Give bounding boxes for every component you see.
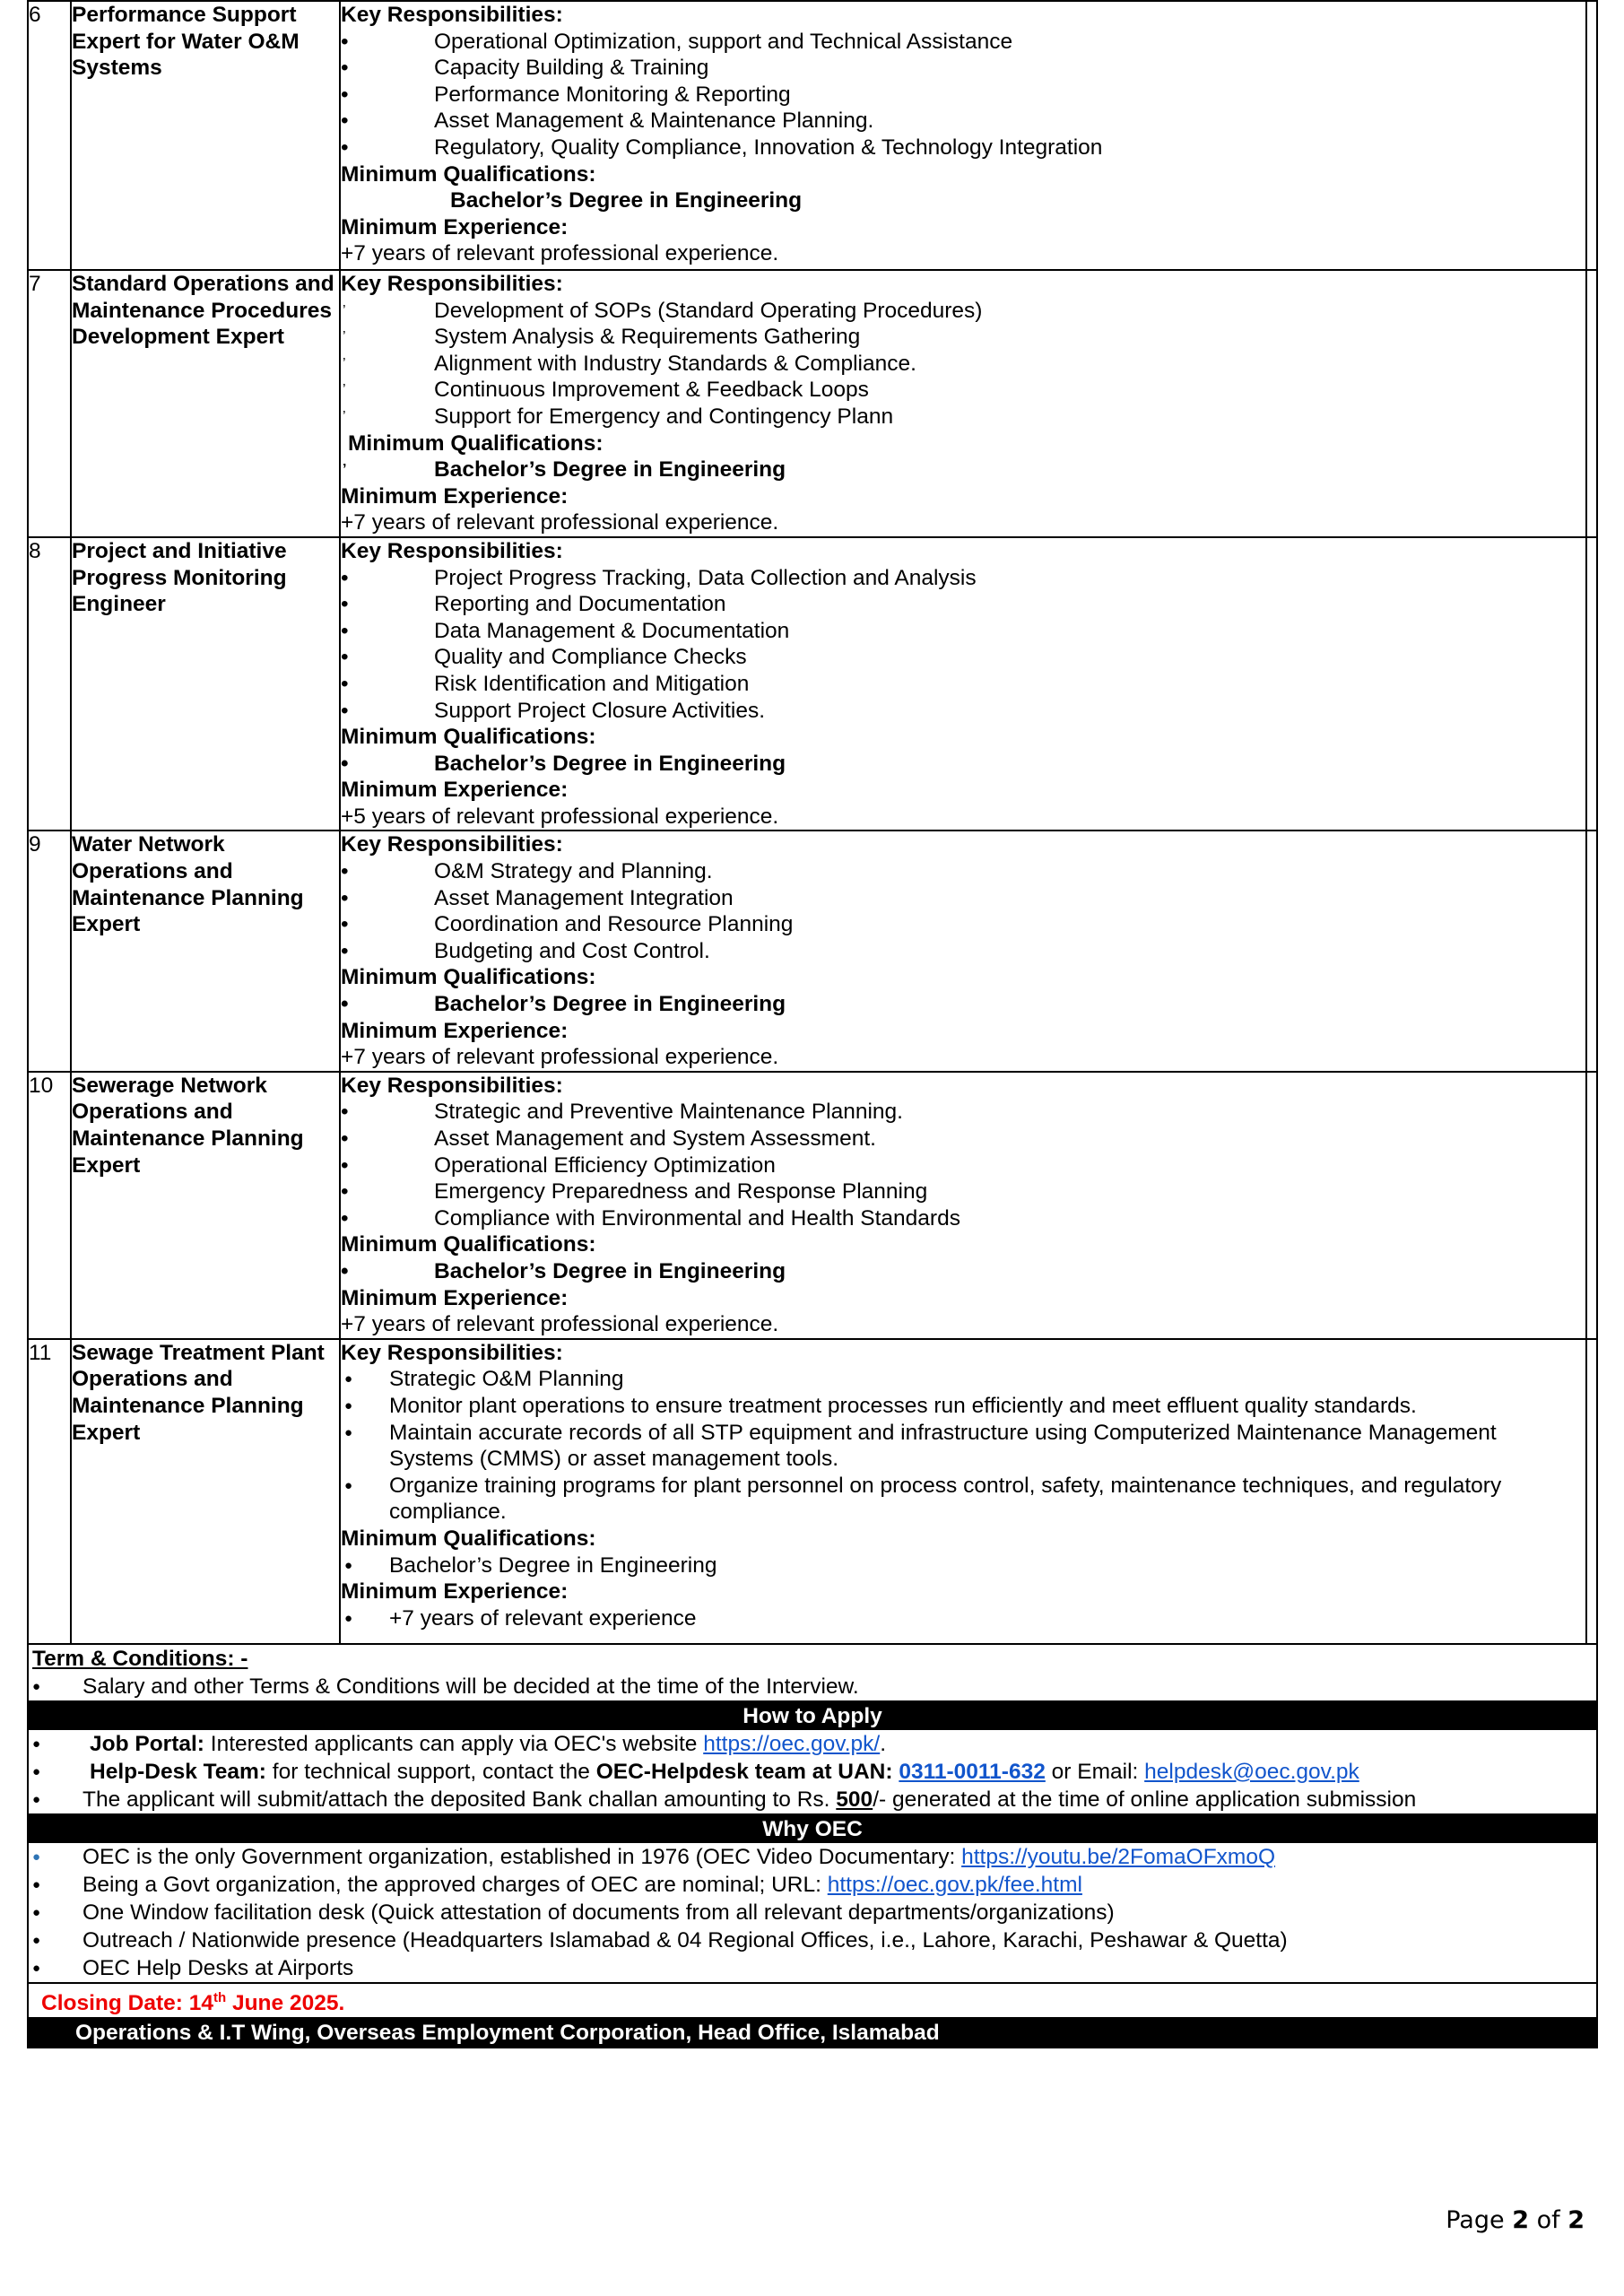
footer-section bbox=[27, 2019, 1598, 2048]
list-item: • Regulatory, Quality Compliance, Innovation & Technology Integration bbox=[341, 135, 1585, 161]
min-qualifications-label: Minimum Qualifications: bbox=[341, 965, 596, 990]
challan-amount: 500 bbox=[836, 1787, 873, 1812]
list-item: ● Job Portal: Interested applicants can apply via OEC's website https://oec.gov.pk/. bbox=[32, 1731, 887, 1756]
why-item-text: Being a Govt organization, the approved charges of OEC are nominal; URL: bbox=[83, 1872, 821, 1897]
helpdesk-label: Help-Desk Team: bbox=[90, 1759, 266, 1784]
bullet-icon: ● bbox=[32, 1876, 41, 1892]
closing-date-suffix: th bbox=[213, 1989, 227, 2005]
page-of: of bbox=[1536, 2206, 1560, 2234]
job-portal-label: Job Portal: bbox=[90, 1731, 204, 1756]
bullet-icon: ● bbox=[32, 1932, 41, 1948]
qualification: • Bachelor’s Degree in Engineering bbox=[341, 1258, 1585, 1285]
list-item: • Project Progress Tracking, Data Collection and Analysis bbox=[341, 565, 1585, 592]
list-item: ● Organize training programs for plant personnel on process control, safety, maintenance techniques, and regulatory compliance. bbox=[341, 1473, 1585, 1526]
why-item-text: Outreach / Nationwide presence (Headquarters Islamabad & 04 Regional Offices, i.e., Lahore, Karachi, Peshawar & Quetta) bbox=[83, 1927, 1288, 1952]
bullet-icon: ● bbox=[32, 1763, 41, 1779]
job-title: Project and Initiative Progress Monitoring Engineer bbox=[71, 537, 340, 831]
bullet-icon: ● bbox=[32, 1848, 41, 1865]
list-item: • Reporting and Documentation bbox=[341, 591, 1585, 618]
list-item: • Operational Optimization, support and Technical Assistance bbox=[341, 29, 1585, 56]
list-item bbox=[29, 1786, 1596, 1813]
job-details bbox=[340, 1072, 1586, 1339]
job-details bbox=[340, 1, 1586, 270]
list-item: • Performance Monitoring & Reporting bbox=[341, 82, 1585, 109]
job-details bbox=[340, 537, 1586, 831]
bullet-icon: ● bbox=[32, 1960, 41, 1976]
list-item: • Capacity Building & Training bbox=[341, 55, 1585, 82]
helpdesk-uan-label: OEC-Helpdesk team at UAN: bbox=[595, 1759, 893, 1784]
closing-section bbox=[27, 1984, 1598, 2019]
job-number: 7 bbox=[28, 270, 71, 537]
experience: +5 years of relevant professional experience. bbox=[341, 804, 779, 829]
key-responsibilities-label: Key Responsibilities: bbox=[341, 1340, 563, 1365]
list-item bbox=[29, 1954, 1596, 1982]
job-title: Sewage Treatment Plant Operations and Maintenance Planning Expert bbox=[71, 1339, 340, 1644]
list-item: ● Strategic O&M Planning bbox=[341, 1366, 1585, 1393]
list-item: ’ Alignment with Industry Standards & Compliance. bbox=[341, 351, 1585, 378]
list-item: • Asset Management & Maintenance Planning. bbox=[341, 108, 1585, 135]
list-item bbox=[29, 1758, 1596, 1786]
helpdesk-email-text: or Email: bbox=[1051, 1759, 1139, 1784]
list-item: ’ Development of SOPs (Standard Operating Procedures) bbox=[341, 298, 1585, 325]
page-current: 2 bbox=[1512, 2206, 1529, 2234]
qualification: • Bachelor’s Degree in Engineering bbox=[341, 991, 1585, 1018]
bullet-icon: ● bbox=[32, 1791, 41, 1807]
job-details bbox=[340, 270, 1586, 537]
oec-website-link[interactable]: https://oec.gov.pk/ bbox=[703, 1731, 881, 1756]
page-number bbox=[1446, 2206, 1585, 2234]
list-item bbox=[29, 1843, 1596, 1871]
list-item bbox=[29, 1899, 1596, 1926]
job-details bbox=[340, 1339, 1586, 1644]
list-item: • Coordination and Resource Planning bbox=[341, 911, 1585, 938]
job-number: 8 bbox=[28, 537, 71, 831]
closing-date bbox=[29, 1984, 1596, 2017]
key-responsibilities-label: Key Responsibilities: bbox=[341, 272, 563, 296]
list-item bbox=[29, 1871, 1596, 1899]
experience: +7 years of relevant professional experience. bbox=[341, 1312, 779, 1337]
key-responsibilities-label: Key Responsibilities: bbox=[341, 832, 563, 857]
list-item: • Strategic and Preventive Maintenance Planning. bbox=[341, 1099, 1585, 1126]
qualification: Bachelor’s Degree in Engineering bbox=[450, 188, 803, 213]
key-responsibilities-label: Key Responsibilities: bbox=[341, 538, 563, 563]
qualification: ’ Bachelor’s Degree in Engineering bbox=[341, 457, 1585, 483]
footer-text: Operations & I.T Wing, Overseas Employment Corporation, Head Office, Islamabad bbox=[29, 2019, 1596, 2047]
min-qualifications-label: Minimum Qualifications: bbox=[341, 1232, 596, 1257]
helpdesk-phone-link[interactable]: 0311-0011-632 bbox=[899, 1759, 1046, 1784]
closing-date-label: Closing Date: 14 bbox=[41, 1990, 213, 2015]
min-experience-label: Minimum Experience: bbox=[341, 1285, 569, 1310]
min-experience-label: Minimum Experience: bbox=[341, 1579, 569, 1605]
job-number: 6 bbox=[28, 1, 71, 270]
job-number: 10 bbox=[28, 1072, 71, 1339]
helpdesk-text: for technical support, contact the bbox=[272, 1759, 590, 1784]
bullet-icon: ● bbox=[32, 1904, 41, 1920]
key-responsibilities-label: Key Responsibilities: bbox=[341, 3, 563, 27]
min-qualifications-label: Minimum Qualifications: bbox=[341, 725, 596, 750]
qualification: ● Bachelor’s Degree in Engineering bbox=[341, 1552, 1585, 1579]
challan-text: The applicant will submit/attach the deposited Bank challan amounting to Rs. bbox=[83, 1787, 830, 1812]
table-row bbox=[28, 1072, 1597, 1339]
list-item: • Budgeting and Cost Control. bbox=[341, 938, 1585, 965]
list-item: ● Maintain accurate records of all STP equipment and infrastructure using Computerized Maintenance Management Systems (CMMS) or asset management tools. bbox=[341, 1420, 1585, 1473]
table-row bbox=[28, 1339, 1597, 1644]
bullet-icon: ● bbox=[32, 1678, 41, 1694]
list-item: • Asset Management Integration bbox=[341, 885, 1585, 912]
experience: +7 years of relevant professional experience. bbox=[341, 241, 779, 266]
why-oec-section bbox=[27, 1815, 1598, 1984]
list-item: • Quality and Compliance Checks bbox=[341, 644, 1585, 671]
job-title: Standard Operations and Maintenance Procedures Development Expert bbox=[71, 270, 340, 537]
why-item-text: OEC is the only Government organization, established in 1976 (OEC Video Documentary: bbox=[83, 1844, 956, 1869]
min-experience-label: Minimum Experience: bbox=[341, 214, 569, 239]
page-label: Page bbox=[1446, 2206, 1505, 2234]
min-experience-label: Minimum Experience: bbox=[341, 483, 569, 509]
jobs-table bbox=[27, 0, 1598, 1645]
list-item: • Operational Efficiency Optimization bbox=[341, 1152, 1585, 1179]
list-item: • Risk Identification and Mitigation bbox=[341, 671, 1585, 698]
min-qualifications-label: Minimum Qualifications: bbox=[341, 161, 596, 187]
page-total: 2 bbox=[1568, 2206, 1585, 2234]
helpdesk-email-link[interactable]: helpdesk@oec.gov.pk bbox=[1144, 1759, 1359, 1784]
list-item: ● Monitor plant operations to ensure treatment processes run efficiently and meet effluent quality standards. bbox=[341, 1393, 1585, 1420]
how-to-apply-heading: How to Apply bbox=[29, 1702, 1596, 1730]
why-item-text: One Window facilitation desk (Quick attestation of documents from all relevant departments/organizations) bbox=[83, 1900, 1115, 1925]
list-item: ’ Support for Emergency and Contingency Plann bbox=[341, 404, 1585, 430]
table-row bbox=[28, 1, 1597, 270]
job-details bbox=[340, 831, 1586, 1071]
list-item: • Data Management & Documentation bbox=[341, 618, 1585, 645]
video-documentary-link[interactable]: https://youtu.be/2FomaOFxmoQ bbox=[961, 1844, 1276, 1869]
list-item: • Compliance with Environmental and Health Standards bbox=[341, 1205, 1585, 1232]
list-item: • O&M Strategy and Planning. bbox=[341, 858, 1585, 885]
list-item: • Support Project Closure Activities. bbox=[341, 698, 1585, 725]
list-item: ’ Continuous Improvement & Feedback Loops bbox=[341, 377, 1585, 404]
why-item-text: OEC Help Desks at Airports bbox=[83, 1955, 354, 1980]
terms-section bbox=[27, 1645, 1598, 1702]
closing-date-rest: June 2025. bbox=[226, 1990, 345, 2015]
experience: ● +7 years of relevant experience bbox=[341, 1605, 1585, 1632]
min-qualifications-label: Minimum Qualifications: bbox=[348, 430, 604, 456]
table-row bbox=[28, 537, 1597, 831]
experience: +7 years of relevant professional experience. bbox=[341, 510, 779, 535]
challan-text-end: /- generated at the time of online application submission bbox=[873, 1787, 1417, 1812]
job-portal-text: Interested applicants can apply via OEC's website bbox=[210, 1731, 698, 1756]
qualification: • Bachelor’s Degree in Engineering bbox=[341, 751, 1585, 778]
job-title: Sewerage Network Operations and Maintenance Planning Expert bbox=[71, 1072, 340, 1339]
min-experience-label: Minimum Experience: bbox=[341, 778, 569, 803]
min-qualifications-label: Minimum Qualifications: bbox=[341, 1526, 596, 1551]
job-title: Performance Support Expert for Water O&M Systems bbox=[71, 1, 340, 270]
list-item bbox=[29, 1673, 1596, 1700]
list-item bbox=[29, 1926, 1596, 1954]
list-item: • Asset Management and System Assessment. bbox=[341, 1126, 1585, 1152]
table-row bbox=[28, 831, 1597, 1071]
table-row bbox=[28, 270, 1597, 537]
how-to-apply-section bbox=[27, 1702, 1598, 1815]
terms-text: Salary and other Terms & Conditions will be decided at the time of the Interview. bbox=[83, 1674, 859, 1699]
list-item: ’ System Analysis & Requirements Gathering bbox=[341, 324, 1585, 351]
key-responsibilities-label: Key Responsibilities: bbox=[341, 1073, 563, 1098]
why-oec-heading: Why OEC bbox=[29, 1815, 1596, 1843]
list-item: • Emergency Preparedness and Response Planning bbox=[341, 1178, 1585, 1205]
job-number: 9 bbox=[28, 831, 71, 1071]
job-title: Water Network Operations and Maintenance Planning Expert bbox=[71, 831, 340, 1071]
fee-page-link[interactable]: https://oec.gov.pk/fee.html bbox=[827, 1872, 1082, 1897]
bullet-icon: ● bbox=[32, 1735, 41, 1752]
terms-heading: Term & Conditions: - bbox=[32, 1646, 248, 1671]
min-experience-label: Minimum Experience: bbox=[341, 1018, 569, 1043]
experience: +7 years of relevant professional experience. bbox=[341, 1045, 779, 1070]
job-number: 11 bbox=[28, 1339, 71, 1644]
document-page bbox=[27, 0, 1598, 2048]
